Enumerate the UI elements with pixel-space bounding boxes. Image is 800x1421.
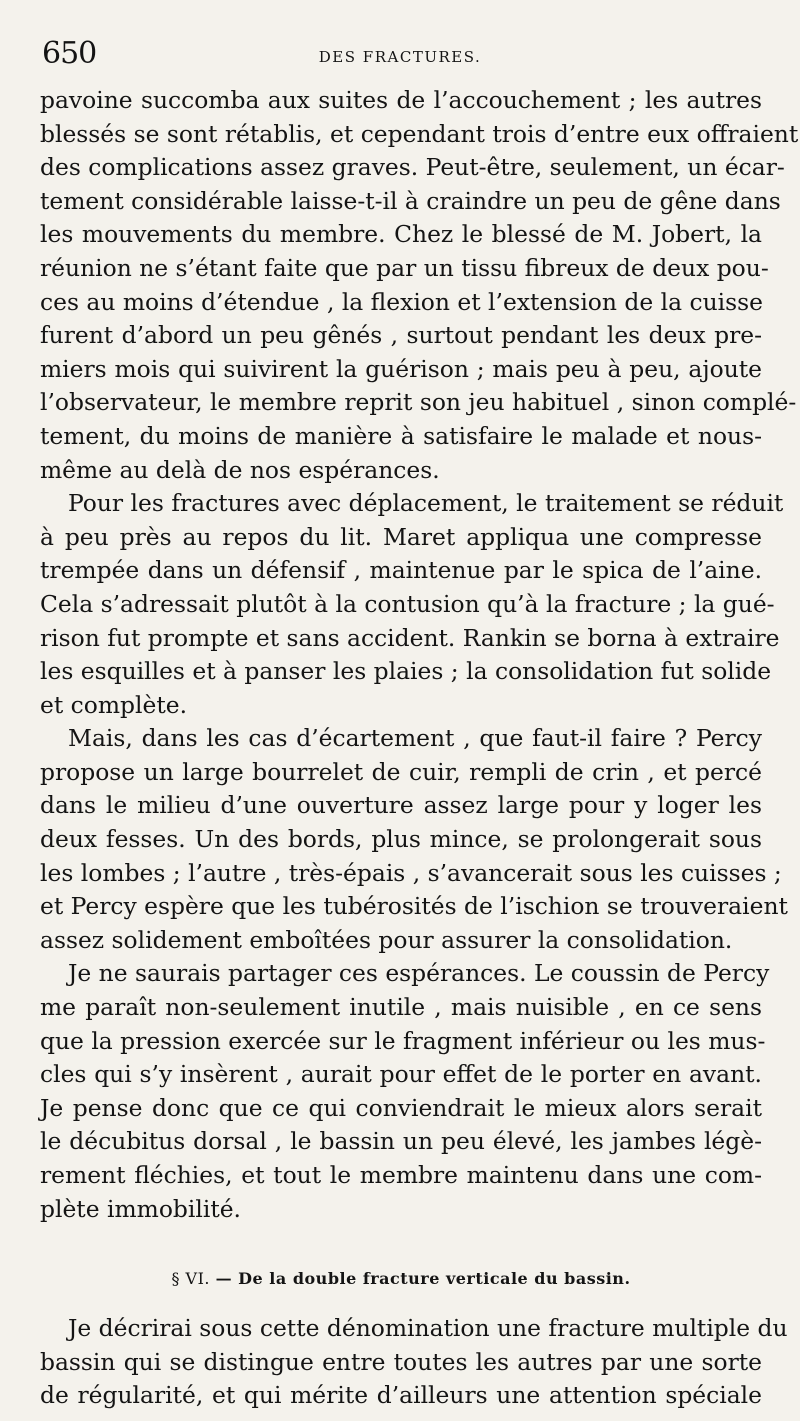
text-line: Je ne saurais partager ces espérances. Le coussin de Percy (68, 959, 770, 988)
text-line: ces au moins d’étendue , la flexion et l’extension de la cuisse (40, 287, 763, 316)
text-line: réunion ne s’étant faite que par un tissu fibreux de deux pou- (40, 253, 769, 282)
paragraph (40, 487, 784, 722)
text-line: Je pense donc que ce qui conviendrait le mieux alors serait (40, 1093, 762, 1122)
text-line: et Percy espère que les tubérosités de l’ischion se trouveraient (40, 892, 788, 921)
text-line: Pour les fractures avec déplacement, le traitement se réduit (68, 489, 784, 518)
text-line: bassin qui se distingue entre toutes les autres par une sorte (40, 1347, 762, 1376)
text-line: tement considérable laisse-t-il à craindre un peu de gêne dans (40, 186, 781, 215)
page-number: 650 (42, 36, 97, 71)
text-line: Mais, dans les cas d’écartement , que faut-il faire ? Percy (68, 724, 762, 753)
text-line: Cela s’adressait plutôt à la contusion qu’à la fracture ; la gué- (40, 589, 775, 618)
text-line: Je décrirai sous cette dénomination une fracture multiple du (68, 1314, 788, 1343)
text-line: le décubitus dorsal , le bassin un peu élevé, les jambes légè- (40, 1127, 762, 1156)
section-title: — De la double fracture verticale du bassin. (215, 1269, 631, 1289)
text-line: à peu près au repos du lit. Maret appliqua une compresse (40, 522, 762, 551)
text-line: assez solidement emboîtées pour assurer la consolidation. (40, 925, 733, 954)
section-heading (40, 1262, 762, 1296)
text-line: même au delà de nos espérances. (40, 455, 440, 484)
text-line: propose un large bourrelet de cuir, rempli de crin , et percé (40, 757, 762, 786)
paragraph (40, 1312, 788, 1413)
page-header (42, 36, 758, 76)
text-line: et complète. (40, 690, 188, 719)
text-line: furent d’abord un peu gênés , surtout pendant les deux pre- (40, 321, 762, 350)
page-body (40, 84, 799, 1413)
text-line: pavoine succomba aux suites de l’accouchement ; les autres (40, 86, 762, 114)
text-line: trempée dans un défensif , maintenue par le spica de l’aine. (40, 556, 762, 585)
text-line: miers mois qui suivirent la guérison ; mais peu à peu, ajoute (40, 354, 762, 383)
text-line: dans le milieu d’une ouverture assez large pour y loger les (40, 791, 762, 820)
text-line: plète immobilité. (40, 1194, 241, 1223)
paragraph (40, 722, 788, 957)
text-line: cles qui s’y insèrent , aurait pour effet de le porter en avant. (40, 1060, 762, 1089)
text-line: blessés se sont rétablis, et cependant trois d’entre eux offraient (40, 119, 799, 148)
text-line: des complications assez graves. Peut-être, seulement, un écar- (40, 153, 785, 182)
text-line: me paraît non-seulement inutile , mais nuisible , en ce sens (40, 993, 762, 1022)
text-line: que la pression exercée sur le fragment inférieur ou les mus- (40, 1026, 766, 1055)
paragraph (40, 957, 770, 1226)
running-title: DES FRACTURES. (318, 48, 482, 66)
text-line: deux fesses. Un des bords, plus mince, se prolongerait sous (40, 825, 762, 854)
text-line: les esquilles et à panser les plaies ; la consolidation fut solide (40, 657, 772, 686)
text-line: l’observateur, le membre reprit son jeu habituel , sinon complé- (40, 388, 797, 417)
text-line: de régularité, et qui mérite d’ailleurs une attention spéciale (40, 1381, 762, 1410)
paragraph (40, 84, 799, 487)
text-line: rement fléchies, et tout le membre maintenu dans une com- (40, 1161, 762, 1189)
text-line: rison fut prompte et sans accident. Rankin se borna à extraire (40, 623, 780, 652)
section-number: § VI. (171, 1269, 211, 1289)
text-line: tement, du moins de manière à satisfaire le malade et nous- (40, 421, 762, 450)
text-line: les lombes ; l’autre , très-épais , s’avancerait sous les cuisses ; (40, 858, 782, 887)
text-line: les mouvements du membre. Chez le blessé de M. Jobert, la (40, 220, 762, 249)
